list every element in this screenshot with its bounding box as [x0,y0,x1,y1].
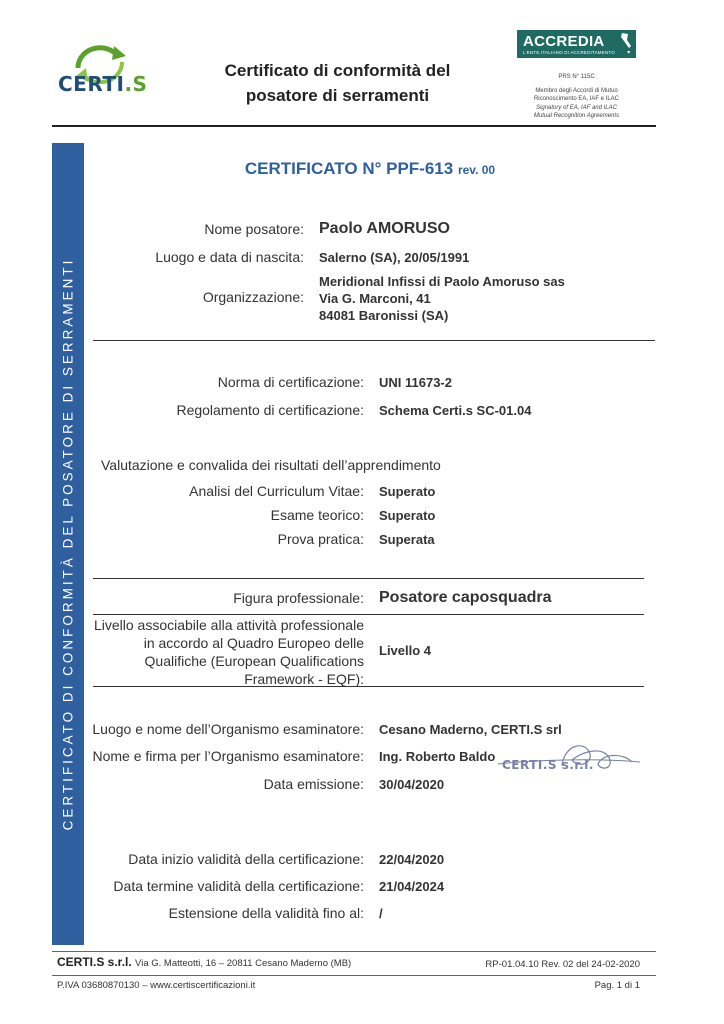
section-divider-4 [93,686,644,687]
examiner-place-label: Luogo e nome dell’Organismo esaminatore: [92,721,364,737]
accredia-subtitle: L'ENTE ITALIANO DI ACCREDITAMENTO [523,50,615,55]
footer-divider-1 [52,951,656,952]
examiner-place-value: Cesano Maderno, CERTI.S srl [379,722,562,737]
validity-extension-label: Estensione della validità fino al: [168,905,364,921]
validity-start-value: 22/04/2020 [379,852,445,867]
theory-label: Esame teorico: [270,507,364,523]
certificate-number-label: CERTIFICATO N° PPF-613 [244,159,454,178]
validity-end-label: Data termine validità della certificazione: [113,878,364,894]
accredia-code: PRS N° 115C [558,74,595,80]
issue-date-label: Data emissione: [263,776,364,792]
section-divider-1 [93,340,655,341]
organization-label: Organizzazione: [202,289,304,305]
footer-company-name: CERTI.S s.r.l. [57,955,132,969]
cv-value: Superato [379,484,436,499]
accredia-signatory: Signatory of EA, IAF and ILAC Mutual Recognition Agreements [533,105,620,119]
title-line-2: posatore di serramenti [245,86,430,105]
eqf-value: Livello 4 [379,643,432,658]
footer-divider-2 [52,975,656,976]
section-divider-3 [93,614,644,615]
norm-label: Norma di certificazione: [217,374,364,390]
footer-company-line [57,955,351,969]
certificate-number [84,159,656,179]
validity-extension-value: / [379,906,383,921]
cv-label: Analisi del Curriculum Vitae: [189,483,364,499]
practice-label: Prova pratica: [277,531,364,547]
figure-label: Figura professionale: [233,590,364,606]
regulation-value: Schema Certi.s SC-01.04 [379,403,532,418]
signature-text: CERTI.S s.r.l. [502,758,594,772]
organization-value [319,273,565,324]
birth-value: Salerno (SA), 20/05/1991 [319,250,470,265]
sidebar-text: CERTIFICATO DI CONFORMITÀ DEL POSATORE DI SERRAMENTI [60,257,76,831]
eqf-label: Livello associabile alla attività professionale in accordo al Quadro Europeo delle Qualifiche (European Qualifications Framework - EQF): [93,617,364,687]
name-value: Paolo AMORUSO [319,220,450,237]
footer-address: Via G. Matteotti, 16 – 20811 Cesano Maderno (MB) [135,958,352,969]
footer-vat: P.IVA 03680870130 – www.certiscertificazioni.it [57,980,256,991]
accredia-logo [517,30,636,58]
organization-street: Via G. Marconi, 41 [319,291,431,306]
figure-value: Posatore caposquadra [379,589,552,606]
birth-label: Luogo e data di nascita: [155,249,304,265]
name-label: Nome posatore: [204,221,304,237]
practice-value: Superata [379,532,435,547]
accredia-name: ACCREDIA [523,33,605,50]
section-divider-2 [93,578,644,579]
theory-value: Superato [379,508,436,523]
regulation-label: Regolamento di certificazione: [176,402,364,418]
document-title [200,58,475,108]
examiner-sign-label: Nome e firma per l’Organismo esaminatore: [92,748,364,764]
norm-value: UNI 11673-2 [379,375,452,390]
validity-start-label: Data inizio validità della certificazione: [128,851,364,867]
accredia-member: Membro degli Accordi di Mutuo Riconoscimento EA, IAF e ILAC [533,88,620,102]
examiner-sign-value: Ing. Roberto Baldo [379,749,496,764]
signature-image [494,736,644,780]
validity-end-value: 21/04/2024 [379,879,445,894]
logo-text-dot: .S [124,72,148,96]
certificate-revision: rev. 00 [457,163,496,177]
sidebar-band [52,143,84,945]
organization-city: 84081 Baronissi (SA) [319,308,449,323]
issue-date-value: 30/04/2020 [379,777,445,792]
title-line-1: Certificato di conformità del [224,61,451,80]
footer-page-number: Pag. 1 di 1 [594,980,640,991]
evaluation-heading: Valutazione e convalida dei risultati dell’apprendimento [101,457,441,473]
logo-text-main: CERTI [58,72,125,96]
header-divider [52,125,656,127]
italy-map-icon [619,32,633,56]
organization-name: Meridional Infissi di Paolo Amoruso sas [319,274,565,289]
certis-logo [56,44,146,108]
footer-doc-code: RP-01.04.10 Rev. 02 del 24-02-2020 [485,959,640,970]
signature-stamp [494,736,644,780]
